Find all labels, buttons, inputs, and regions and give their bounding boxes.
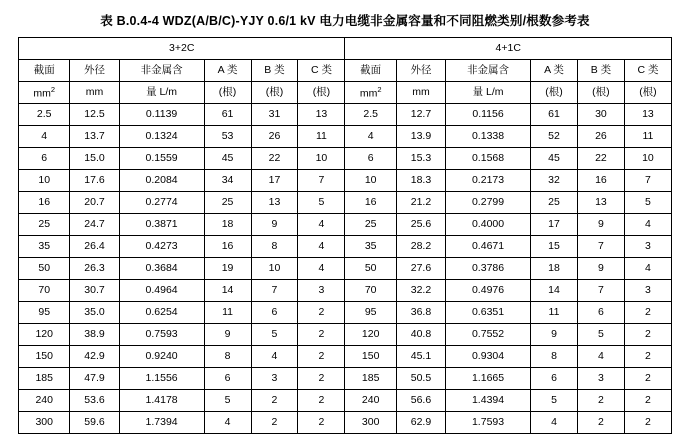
cell-section: 50 xyxy=(19,258,70,280)
cell-nonmetal: 0.6351 xyxy=(446,302,531,324)
table-row xyxy=(19,192,672,214)
table-row xyxy=(19,390,672,412)
cell-class-b: 2 xyxy=(577,412,624,434)
cell-nonmetal: 0.2084 xyxy=(119,170,204,192)
cell-outer-diameter: 18.3 xyxy=(396,170,445,192)
header-unit-class-b-right: (根) xyxy=(577,82,624,104)
cell-nonmetal: 0.4976 xyxy=(446,280,531,302)
cell-class-b: 31 xyxy=(251,104,298,126)
cell-outer-diameter: 25.6 xyxy=(396,214,445,236)
page-title: 表 B.0.4-4 WDZ(A/B/C)-YJY 0.6/1 kV 电力电缆非金属容量和不同阻燃类别/根数参考表 xyxy=(100,14,590,28)
cell-class-b: 9 xyxy=(577,258,624,280)
cell-class-c: 4 xyxy=(624,258,671,280)
cell-class-c: 13 xyxy=(624,104,671,126)
cell-class-a: 4 xyxy=(204,412,251,434)
cell-nonmetal: 0.2774 xyxy=(119,192,204,214)
cell-outer-diameter: 13.7 xyxy=(70,126,119,148)
cell-section: 10 xyxy=(345,170,396,192)
cell-section: 300 xyxy=(19,412,70,434)
cell-outer-diameter: 38.9 xyxy=(70,324,119,346)
table-row xyxy=(19,170,672,192)
cell-outer-diameter: 53.6 xyxy=(70,390,119,412)
table-row xyxy=(19,324,672,346)
cell-nonmetal: 0.1139 xyxy=(119,104,204,126)
cell-class-c: 11 xyxy=(298,126,345,148)
header-unit-nonmetal-left: 量 L/m xyxy=(119,82,204,104)
cell-nonmetal: 1.4394 xyxy=(446,390,531,412)
cell-nonmetal: 1.7394 xyxy=(119,412,204,434)
cell-class-b: 2 xyxy=(577,390,624,412)
cell-section: 2.5 xyxy=(345,104,396,126)
cell-class-b: 3 xyxy=(251,368,298,390)
cell-nonmetal: 0.4000 xyxy=(446,214,531,236)
cell-class-c: 2 xyxy=(298,412,345,434)
cell-nonmetal: 0.4964 xyxy=(119,280,204,302)
cell-nonmetal: 0.9304 xyxy=(446,346,531,368)
cell-outer-diameter: 12.7 xyxy=(396,104,445,126)
cell-nonmetal: 0.7593 xyxy=(119,324,204,346)
cell-class-c: 11 xyxy=(624,126,671,148)
cell-outer-diameter: 45.1 xyxy=(396,346,445,368)
header-unit-section-left: $mm^2$ xyxy=(19,82,70,104)
cell-section: 4 xyxy=(19,126,70,148)
cell-section: 70 xyxy=(345,280,396,302)
cell-section: 150 xyxy=(345,346,396,368)
cell-outer-diameter: 27.6 xyxy=(396,258,445,280)
cell-section: 2.5 xyxy=(19,104,70,126)
cell-class-b: 4 xyxy=(251,346,298,368)
cell-nonmetal: 1.1556 xyxy=(119,368,204,390)
table-row xyxy=(19,126,672,148)
cell-outer-diameter: 15.0 xyxy=(70,148,119,170)
cell-outer-diameter: 21.2 xyxy=(396,192,445,214)
cell-class-c: 2 xyxy=(624,324,671,346)
cell-class-c: 2 xyxy=(624,346,671,368)
cell-class-b: 2 xyxy=(251,390,298,412)
cell-class-a: 11 xyxy=(531,302,578,324)
cell-section: 185 xyxy=(345,368,396,390)
cell-class-a: 8 xyxy=(204,346,251,368)
cell-class-c: 2 xyxy=(298,390,345,412)
cell-class-c: 2 xyxy=(298,368,345,390)
cell-class-b: 3 xyxy=(577,368,624,390)
cell-class-a: 15 xyxy=(531,236,578,258)
cell-class-c: 2 xyxy=(624,368,671,390)
header-unit-class-c-right: (根) xyxy=(624,82,671,104)
cell-class-b: 7 xyxy=(577,236,624,258)
cell-class-a: 61 xyxy=(531,104,578,126)
header-unit-class-a-right: (根) xyxy=(531,82,578,104)
header-section-right: 截面 xyxy=(345,60,396,82)
table-row xyxy=(19,368,672,390)
cell-outer-diameter: 13.9 xyxy=(396,126,445,148)
cell-section: 120 xyxy=(19,324,70,346)
cell-class-c: 2 xyxy=(624,302,671,324)
header-unit-outer-diameter-left: mm xyxy=(70,82,119,104)
table-row xyxy=(19,214,672,236)
cell-section: 95 xyxy=(345,302,396,324)
cell-section: 35 xyxy=(19,236,70,258)
cell-nonmetal: 0.3684 xyxy=(119,258,204,280)
table-row xyxy=(19,236,672,258)
header-class-a-left: A 类 xyxy=(204,60,251,82)
cell-section: 120 xyxy=(345,324,396,346)
cell-outer-diameter: 30.7 xyxy=(70,280,119,302)
header-unit-class-c-left: (根) xyxy=(298,82,345,104)
header-unit-class-b-left: (根) xyxy=(251,82,298,104)
table-row xyxy=(19,104,672,126)
table-row xyxy=(19,148,672,170)
cell-class-c: 4 xyxy=(298,236,345,258)
cell-class-a: 53 xyxy=(204,126,251,148)
cell-class-b: 10 xyxy=(251,258,298,280)
cell-class-b: 5 xyxy=(251,324,298,346)
header-unit-class-a-left: (根) xyxy=(204,82,251,104)
cell-nonmetal: 0.4273 xyxy=(119,236,204,258)
cell-class-a: 14 xyxy=(204,280,251,302)
cell-class-b: 9 xyxy=(577,214,624,236)
cell-nonmetal: 1.7593 xyxy=(446,412,531,434)
cell-outer-diameter: 20.7 xyxy=(70,192,119,214)
cell-outer-diameter: 35.0 xyxy=(70,302,119,324)
cell-nonmetal: 1.4178 xyxy=(119,390,204,412)
cell-section: 185 xyxy=(19,368,70,390)
column-header-row-2 xyxy=(19,82,672,104)
cell-class-c: 10 xyxy=(624,148,671,170)
cell-nonmetal: 0.7552 xyxy=(446,324,531,346)
cell-section: 10 xyxy=(19,170,70,192)
cell-class-b: 7 xyxy=(251,280,298,302)
cell-class-c: 5 xyxy=(624,192,671,214)
table-row xyxy=(19,302,672,324)
cell-outer-diameter: 26.4 xyxy=(70,236,119,258)
cell-class-a: 25 xyxy=(531,192,578,214)
cell-class-b: 22 xyxy=(577,148,624,170)
cell-nonmetal: 0.3871 xyxy=(119,214,204,236)
cell-class-b: 26 xyxy=(251,126,298,148)
cell-class-c: 4 xyxy=(298,258,345,280)
cell-outer-diameter: 62.9 xyxy=(396,412,445,434)
cell-section: 240 xyxy=(19,390,70,412)
header-class-b-left: B 类 xyxy=(251,60,298,82)
cell-class-c: 7 xyxy=(298,170,345,192)
cell-class-b: 7 xyxy=(577,280,624,302)
table-row xyxy=(19,412,672,434)
cell-class-b: 17 xyxy=(251,170,298,192)
cell-class-c: 2 xyxy=(624,412,671,434)
cell-class-b: 9 xyxy=(251,214,298,236)
cell-class-c: 10 xyxy=(298,148,345,170)
cell-class-b: 2 xyxy=(251,412,298,434)
group-header-left: 3+2C xyxy=(19,38,345,60)
cell-class-c: 3 xyxy=(624,280,671,302)
cell-nonmetal: 0.1568 xyxy=(446,148,531,170)
header-class-c-left: C 类 xyxy=(298,60,345,82)
table-row xyxy=(19,280,672,302)
cell-class-b: 8 xyxy=(251,236,298,258)
header-class-c-right: C 类 xyxy=(624,60,671,82)
cell-class-b: 6 xyxy=(577,302,624,324)
cell-class-b: 5 xyxy=(577,324,624,346)
cell-class-a: 45 xyxy=(531,148,578,170)
cell-outer-diameter: 12.5 xyxy=(70,104,119,126)
cell-class-b: 16 xyxy=(577,170,624,192)
cell-nonmetal: 0.1156 xyxy=(446,104,531,126)
cell-class-a: 17 xyxy=(531,214,578,236)
header-nonmetal-left: 非金属含 xyxy=(119,60,204,82)
cell-section: 240 xyxy=(345,390,396,412)
cell-outer-diameter: 42.9 xyxy=(70,346,119,368)
cell-class-a: 16 xyxy=(204,236,251,258)
cell-section: 70 xyxy=(19,280,70,302)
cell-outer-diameter: 40.8 xyxy=(396,324,445,346)
cell-class-a: 61 xyxy=(204,104,251,126)
cell-section: 35 xyxy=(345,236,396,258)
cell-class-a: 8 xyxy=(531,346,578,368)
cell-section: 50 xyxy=(345,258,396,280)
header-outer-diameter-left: 外径 xyxy=(70,60,119,82)
cell-nonmetal: 0.2799 xyxy=(446,192,531,214)
cell-section: 6 xyxy=(19,148,70,170)
cell-class-a: 4 xyxy=(531,412,578,434)
cell-class-b: 4 xyxy=(577,346,624,368)
cell-class-c: 2 xyxy=(298,302,345,324)
cell-class-c: 2 xyxy=(624,390,671,412)
cell-outer-diameter: 26.3 xyxy=(70,258,119,280)
cell-class-a: 14 xyxy=(531,280,578,302)
column-header-row-1 xyxy=(19,60,672,82)
cell-section: 4 xyxy=(345,126,396,148)
cell-section: 6 xyxy=(345,148,396,170)
cell-class-a: 9 xyxy=(531,324,578,346)
cell-section: 150 xyxy=(19,346,70,368)
cell-class-a: 25 xyxy=(204,192,251,214)
cell-class-a: 34 xyxy=(204,170,251,192)
table-row xyxy=(19,258,672,280)
cell-outer-diameter: 15.3 xyxy=(396,148,445,170)
cell-section: 16 xyxy=(19,192,70,214)
cell-section: 25 xyxy=(345,214,396,236)
cell-outer-diameter: 28.2 xyxy=(396,236,445,258)
cell-outer-diameter: 24.7 xyxy=(70,214,119,236)
header-unit-section-right: $mm^2$ xyxy=(345,82,396,104)
cell-section: 95 xyxy=(19,302,70,324)
cell-class-c: 4 xyxy=(298,214,345,236)
cell-nonmetal: 0.9240 xyxy=(119,346,204,368)
cell-nonmetal: 0.4671 xyxy=(446,236,531,258)
cell-class-a: 5 xyxy=(204,390,251,412)
cell-class-a: 32 xyxy=(531,170,578,192)
header-unit-nonmetal-right: 量 L/m xyxy=(446,82,531,104)
cell-class-b: 22 xyxy=(251,148,298,170)
cell-class-c: 2 xyxy=(298,324,345,346)
cell-section: 300 xyxy=(345,412,396,434)
header-outer-diameter-right: 外径 xyxy=(396,60,445,82)
cell-class-c: 3 xyxy=(298,280,345,302)
cell-class-c: 4 xyxy=(624,214,671,236)
cell-outer-diameter: 17.6 xyxy=(70,170,119,192)
header-section-left: 截面 xyxy=(19,60,70,82)
cell-class-a: 5 xyxy=(531,390,578,412)
cell-class-c: 5 xyxy=(298,192,345,214)
cell-nonmetal: 0.1559 xyxy=(119,148,204,170)
cell-class-c: 7 xyxy=(624,170,671,192)
cell-section: 16 xyxy=(345,192,396,214)
cell-nonmetal: 0.2173 xyxy=(446,170,531,192)
cell-section: 25 xyxy=(19,214,70,236)
header-class-a-right: A 类 xyxy=(531,60,578,82)
cell-class-c: 13 xyxy=(298,104,345,126)
cell-class-a: 19 xyxy=(204,258,251,280)
cell-class-a: 6 xyxy=(531,368,578,390)
cell-class-b: 26 xyxy=(577,126,624,148)
cell-class-a: 11 xyxy=(204,302,251,324)
cell-class-c: 2 xyxy=(298,346,345,368)
cell-class-a: 18 xyxy=(204,214,251,236)
cell-class-b: 13 xyxy=(577,192,624,214)
cell-nonmetal: 0.3786 xyxy=(446,258,531,280)
cell-class-b: 13 xyxy=(251,192,298,214)
cell-class-a: 9 xyxy=(204,324,251,346)
cell-outer-diameter: 32.2 xyxy=(396,280,445,302)
cell-outer-diameter: 36.8 xyxy=(396,302,445,324)
header-unit-outer-diameter-right: mm xyxy=(396,82,445,104)
header-nonmetal-right: 非金属含 xyxy=(446,60,531,82)
cell-class-b: 6 xyxy=(251,302,298,324)
cell-nonmetal: 1.1665 xyxy=(446,368,531,390)
cell-nonmetal: 0.1324 xyxy=(119,126,204,148)
header-class-b-right: B 类 xyxy=(577,60,624,82)
cell-class-c: 3 xyxy=(624,236,671,258)
cell-class-a: 45 xyxy=(204,148,251,170)
cell-nonmetal: 0.1338 xyxy=(446,126,531,148)
group-header-right: 4+1C xyxy=(345,38,672,60)
cell-class-a: 18 xyxy=(531,258,578,280)
cell-class-a: 6 xyxy=(204,368,251,390)
cell-class-b: 30 xyxy=(577,104,624,126)
cell-outer-diameter: 56.6 xyxy=(396,390,445,412)
table-row xyxy=(19,346,672,368)
cell-outer-diameter: 59.6 xyxy=(70,412,119,434)
cable-reference-table xyxy=(18,37,672,434)
cell-outer-diameter: 50.5 xyxy=(396,368,445,390)
cell-class-a: 52 xyxy=(531,126,578,148)
cell-outer-diameter: 47.9 xyxy=(70,368,119,390)
cell-nonmetal: 0.6254 xyxy=(119,302,204,324)
group-header-row xyxy=(19,38,672,60)
